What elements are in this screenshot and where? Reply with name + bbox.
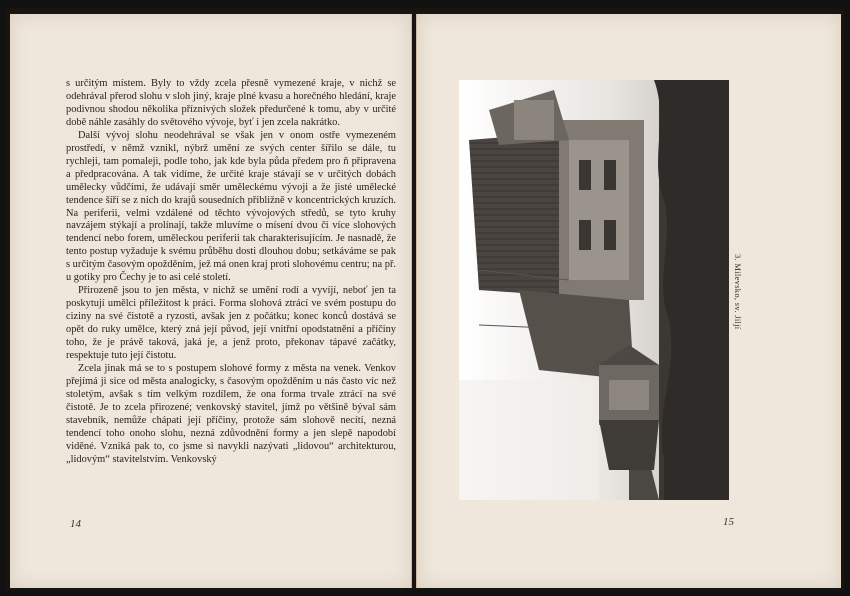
church-photograph bbox=[459, 80, 729, 500]
book-spread bbox=[6, 8, 844, 590]
church-photo-icon bbox=[459, 80, 729, 500]
caption-text: 3. Milevsko, sv. Jiljí bbox=[733, 254, 743, 330]
left-page bbox=[10, 14, 412, 588]
page-number-left: 14 bbox=[70, 518, 81, 530]
body-text bbox=[66, 78, 396, 467]
paragraph-1: s určitým místem. Byly to vždy zcela přesně vymezené kraje, v nichž se odehrával přerod slohu v sloh jiný, kraje plné kvasu a horečného hledání, kraje podivnou shodou několika příznivých složek předurčené k tomu, aby v určité době náhle zasáhly do světového vývoje, byť i jen zcela nakrátko. bbox=[66, 78, 396, 128]
paragraph-4: Zcela jinak má se to s postupem slohové formy z města na venek. Venkov přejímá ji sice od města analogicky, s časovým opožděním u nás často víc než stoletým, avšak s tím velkým rozdílem, že ona forma trvale ztrácí na své čistotě. Je to zcela přirozené; venkovský stavitel, jímž po většině býval sám stavebník, nemůže chápati její příčiny, protože sám slohově necítí, nezná tendencí toho onoho slohu, nezná zdůvodnění formy a jen slepě napodobí viděné. Vzniká pak to, co jsme si navykli nazývati „lidovou“ architekturou, „lidovým“ stavitelstvím. Venkovský bbox=[66, 362, 396, 465]
right-page bbox=[416, 14, 841, 588]
paragraph-2: Další vývoj slohu neodehrával se však jen v onom ostře vymezeném prostředí, v němž vznikl, nýbrž umění ze svých center šířilo se dále, tu rychleji, tam pomaleji, podle toho, jak kde byla půda předem pro ň připravena a předpracována. A tak vidíme, že určité kraje stávají se v určitých dobách umělecky vůdčími, že udávají směr uměleckému vývoji a že jisté umělecké tendence šíří se z nich do krajů sousedních přibližně v koncentrických kruzích. Na periferii, velmi vzdálené od těchto vývojových středů, se tyto kruhy navzájem stýkají a prolínají, takže mluvíme o mísení dvou či více slohových tendencí nebo forem, uměleckou periferii tak charakterisujícím. Je nasnadě, že tento postup vyžaduje k svému průběhu dosti dlouhou dobu; setkáváme se pak s určitým časovým opožděním, jež má onen kraj proti slohovému centru; na př. u gotiky pro Čechy je to asi celé století. bbox=[66, 129, 396, 284]
page-number-right: 15 bbox=[723, 516, 734, 528]
paragraph-3: Přirozeně jsou to jen města, v nichž se umění rodí a vyvíjí, neboť jen ta poskytují umělci příležitost k práci. Forma slohová ztrácí ve svém postupu do ciziny na své čistotě a ryzosti, avšak jen z počátku; konec konců dostává se opět do ruky umělce, který zná její původ, její vnitřní opodstatnění a příčiny toho, že je právě taková, jaká je, a jenž proto, překonav tápavé začátky, respektuje tuto její čistotu. bbox=[66, 285, 396, 362]
photo-caption bbox=[731, 254, 745, 374]
